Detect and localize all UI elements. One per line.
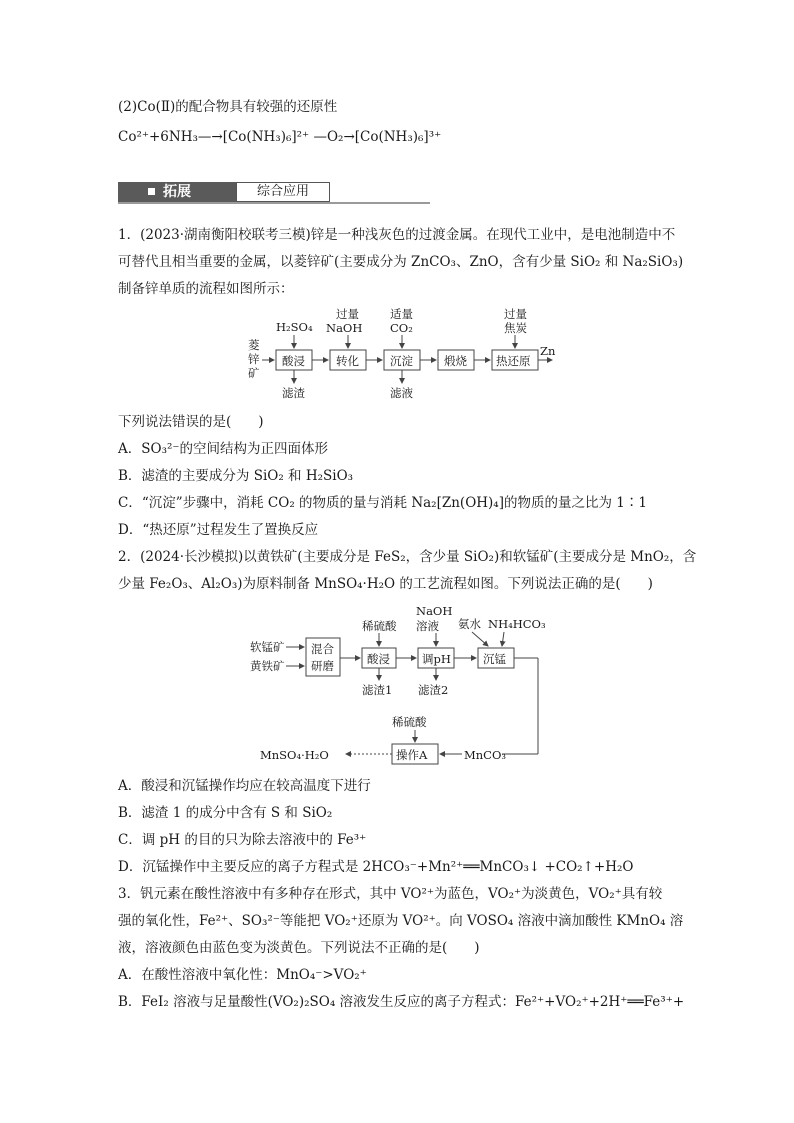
square-icon: [148, 188, 155, 195]
q3-line-2: 强的氧化性，Fe²⁺、SO₃²⁻等能把 VO₂⁺还原为 VO²⁺。向 VOSO₄ 溶液中滴加酸性 KMnO₄ 溶: [118, 913, 684, 929]
q1-option-a: A．SO₃²⁻的空间结构为正四面体形: [118, 441, 329, 457]
step-label: 煅烧: [444, 354, 467, 368]
banner-rule: [118, 202, 430, 204]
reagent-label: 溶液: [416, 619, 439, 633]
reagent-label: 稀硫酸: [392, 715, 427, 729]
step-label: 转化: [336, 354, 359, 368]
equation-line: Co²⁺+6NH₃—→[Co(NH₃)₆]²⁺ —O₂→[Co(NH₃)₆]³⁺: [118, 129, 442, 145]
q3-option-a: A．在酸性溶液中氧化性：MnO₄⁻>VO₂⁺: [118, 967, 367, 983]
reagent-label: NaOH: [326, 321, 363, 335]
q1-option-d: D．“热还原”过程发生了置换反应: [118, 522, 319, 538]
reagent-label: 适量: [390, 307, 413, 321]
reagent-label: 焦炭: [504, 321, 527, 335]
reagent-label: 稀硫酸: [362, 619, 397, 633]
reagent-label: 过量: [336, 307, 359, 321]
q3-option-b: B．FeI₂ 溶液与足量酸性(VO₂)₂SO₄ 溶液发生反应的离子方程式：Fe²⁺+VO₂⁺+2H⁺══Fe³⁺+: [118, 994, 685, 1010]
banner-title: 拓展: [163, 184, 191, 200]
section-heading: (2)Co(Ⅱ)的配合物具有较强的还原性: [118, 99, 338, 115]
step-label: 沉锰: [483, 652, 506, 666]
step-label: 研磨: [311, 659, 334, 673]
output-label: 滤渣2: [418, 683, 449, 697]
q1-option-c: C．“沉淀”步骤中，消耗 CO₂ 的物质的量与消耗 Na₂[Zn(OH)₄]的物质的量之比为 1∶1: [118, 495, 647, 511]
reagent-label: NaOH: [416, 604, 453, 618]
reagent-label: 氨水: [458, 617, 481, 631]
q1-line-2: 可替代且相当重要的金属，以菱锌矿(主要成分为 ZnCO₃、ZnO，含有少量 SiO₂ 和 Na₂SiO₃): [118, 254, 684, 270]
raw-material-2: 锌: [248, 352, 260, 366]
q2-option-b: B．滤渣 1 的成分中含有 S 和 SiO₂: [118, 805, 333, 821]
output-label: 滤渣1: [362, 683, 393, 697]
step-label: 酸浸: [367, 652, 390, 666]
q2-line-1: 2．(2024·长沙模拟)以黄铁矿(主要成分是 FeS₂，含少量 SiO₂)和软锰矿(主要成分是 MnO₂，含: [118, 549, 697, 565]
step-label: 调pH: [422, 652, 451, 666]
section-banner: [118, 182, 430, 204]
q2-option-d: D．沉锰操作中主要反应的离子方程式是 2HCO₃⁻+Mn²⁺══MnCO₃↓ +CO₂↑+H₂O: [118, 859, 634, 875]
product-label: Zn: [540, 344, 556, 358]
reagent-label: 过量: [504, 307, 527, 321]
banner-tab: 综合应用: [236, 182, 330, 202]
step-label: 混合: [311, 642, 334, 656]
raw-material-3: 矿: [248, 366, 260, 380]
q2-line-2: 少量 Fe₂O₃、Al₂O₃)为原料制备 MnSO₄·H₂O 的工艺流程如图。下列说法正确的是( ): [118, 576, 653, 592]
step-label: 操作A: [396, 748, 428, 762]
q2-option-c: C．调 pH 的目的只为除去溶液中的 Fe³⁺: [118, 832, 367, 848]
step-label: 热还原: [496, 354, 531, 368]
reagent-label: CO₂: [390, 321, 413, 335]
raw-material: 软锰矿: [250, 640, 285, 654]
q2-option-a: A．酸浸和沉锰操作均应在较高温度下进行: [118, 778, 371, 794]
q1-option-b: B．滤渣的主要成分为 SiO₂ 和 H₂SiO₃: [118, 468, 354, 484]
output-label: 滤渣: [282, 386, 305, 400]
reagent-label: NH₄HCO₃: [488, 617, 546, 631]
reagent-label: H₂SO₄: [276, 320, 313, 334]
output-label: MnSO₄·H₂O: [260, 748, 329, 762]
q1-stem: 下列说法错误的是( ): [118, 414, 264, 430]
q1-line-1: 1．(2023·湖南衡阳校联考三模)锌是一种浅灰色的过渡金属。在现代工业中，是电池制造中不: [118, 227, 676, 243]
step-label: 沉淀: [390, 354, 413, 368]
step-label: 酸浸: [282, 354, 305, 368]
raw-material: 黄铁矿: [250, 659, 285, 673]
raw-material-1: 菱: [248, 338, 260, 352]
q3-line-3: 液，溶液颜色由蓝色变为淡黄色。下列说法不正确的是( ): [118, 940, 480, 956]
q1-line-3: 制备锌单质的流程如图所示：: [118, 281, 294, 297]
output-label: 滤液: [390, 386, 413, 400]
output-label: MnCO₃: [464, 748, 507, 762]
banner-title-block: [118, 182, 236, 202]
q1-flowchart: [240, 305, 560, 405]
q2-flowchart: [240, 600, 560, 770]
q3-line-1: 3．钒元素在酸性溶液中有多种存在形式，其中 VO²⁺为蓝色，VO₂⁺为淡黄色，VO₂⁺具有较: [118, 886, 663, 902]
